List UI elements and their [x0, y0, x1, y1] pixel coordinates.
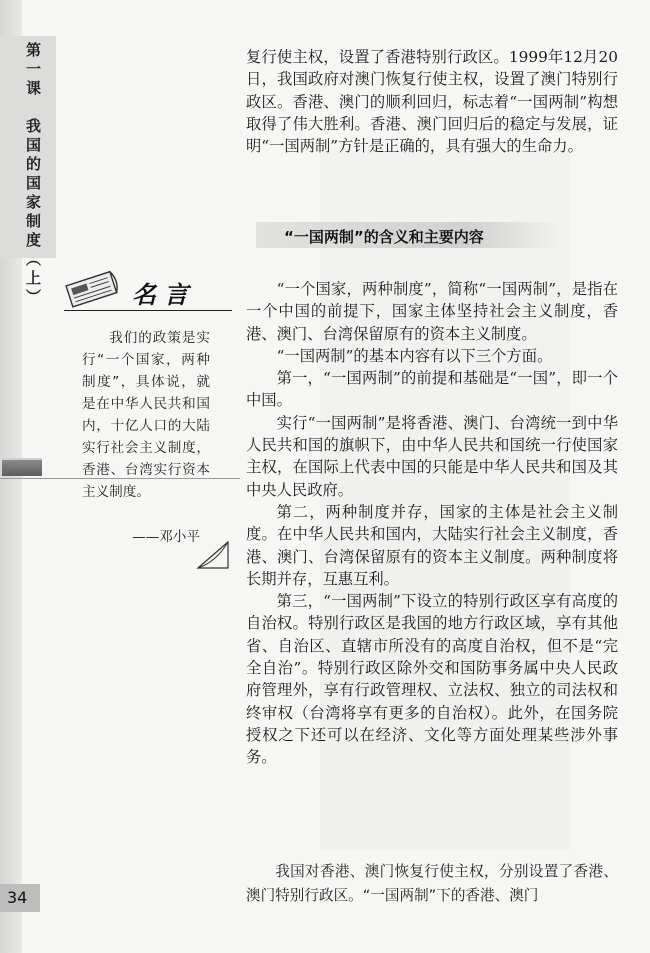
page-number: 34: [7, 888, 28, 907]
quote-heading: 名言: [132, 280, 196, 309]
section-heading: “一国两制”的含义和主要内容: [284, 228, 484, 246]
section-heading-band: [256, 222, 556, 248]
intro-text: [246, 46, 618, 157]
quote-rule: [64, 310, 232, 311]
page-curl-icon: [196, 540, 230, 570]
quote-text: 我们的政策是实行“一个国家，两种制度”，具体说，就是在中华人民共和国内，十亿人口的大陆实行社会主义制度，香港、台湾实行资本主义制度。: [82, 330, 210, 500]
body-paragraph: 实行“一国两制”是将香港、澳门、台湾统一到中华人民共和国的旗帜下，由中华人民共和国统一行使国家主权，在国际上代表中国的只能是中华人民共和国及其中央人民政府。: [246, 413, 618, 499]
body-paragraph: “一个国家，两种制度”，简称“一国两制”，是指在一个中国的前提下，国家主体坚持社会主义制度，香港、澳门、台湾保留原有的资本主义制度。: [246, 280, 618, 343]
closing-paragraph: 我国对香港、澳门恢复行使主权，分别设置了香港、澳门特别行政区。“一国两制”下的香港、澳门: [246, 863, 618, 904]
body-paragraph: 第二，两种制度并存，国家的主体是社会主义制度。在中华人民共和国内，大陆实行社会主义制度，香港、澳门、台湾保留原有的资本主义制度。两种制度将长期并存，互惠互利。: [246, 502, 618, 588]
chapter-title: 第一课 我国的国家制度（上）: [24, 42, 42, 308]
closing-text: [246, 860, 618, 908]
body-paragraph: 第一，“一国两制”的前提和基础是“一国”，即一个中国。: [246, 369, 618, 410]
body-text: [246, 278, 618, 769]
newspaper-icon: [62, 268, 122, 308]
intro-paragraph: 复行使主权，设置了香港特别行政区。1999年12月20日，我国政府对澳门恢复行使主权，设置了澳门特别行政区。香港、澳门的顺利回归，标志着“一国两制”构想取得了伟大胜利。香港、澳门回归后的稳定与发展，证明“一国两制”方针是正确的，具有强大的生命力。: [246, 48, 618, 156]
body-paragraph: 第三，“一国两制”下设立的特别行政区享有高度的自治权。特别行政区是我国的地方行政区域，享有其他省、自治区、直辖市所没有的高度自治权，但不是“完全自治”。特别行政区除外交和国防事务属中央人民政府管理外，享有行政管理权、立法权、独立的司法权和终审权（台湾将享有更多的自治权）。此外，在国务院授权之下还可以在经济、文化等方面处理某些涉外事务。: [246, 592, 618, 767]
quote-author: ——邓小平: [132, 529, 200, 545]
building-thumbnail: [2, 458, 42, 476]
body-paragraph: “一国两制”的基本内容有以下三个方面。: [276, 346, 553, 365]
